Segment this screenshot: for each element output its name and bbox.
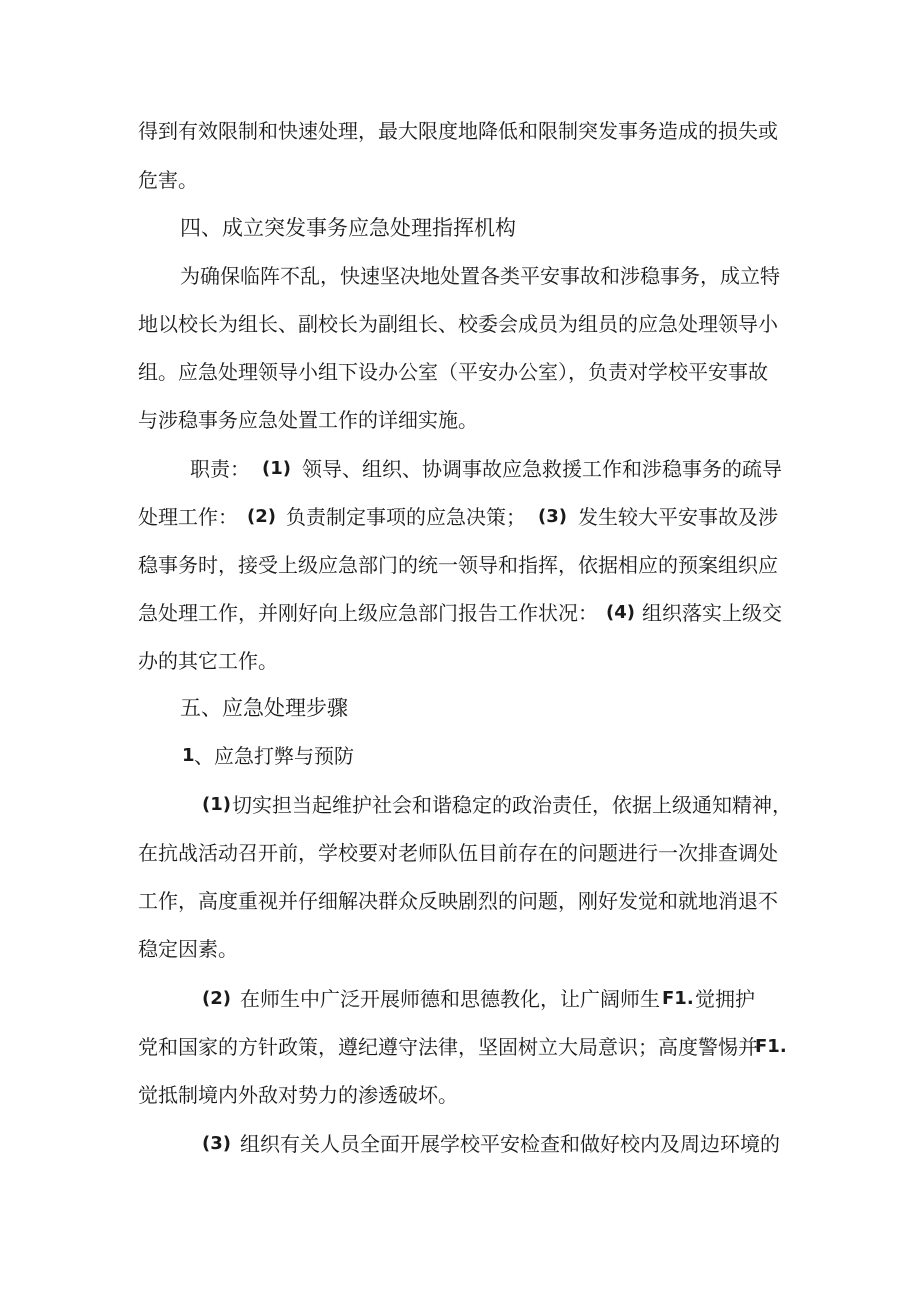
text-segment: 党和国家的方针政策，遵纪遵守法律，坚固树立大局意识；高度警惕并 [138, 1035, 758, 1059]
item-number: (4) [606, 602, 635, 623]
text-segment: 稳事务时，接受上级应急部门的统一领导和指挥，依据相应的预案组织应 [138, 553, 778, 577]
text-segment: 与涉稳事务应急处置工作的详细实施。 [138, 408, 478, 432]
text-segment: 危害。 [138, 168, 198, 192]
item-number: (2) [247, 506, 276, 527]
text-segment: 觉抵制境内外敌对势力的渗透破坏。 [138, 1083, 458, 1107]
text-segment: 在抗战活动召开前，学校要对老师队伍目前存在的问题进行一次排查调处 [138, 841, 778, 865]
text-segment: 办的其它工作。 [138, 649, 278, 673]
item-number: (1) [262, 458, 291, 479]
item-number: 1 [182, 745, 195, 766]
item-number: (1) [202, 794, 231, 815]
text-segment: 为确保临阵不乱，快速坚决地处置各类平安事故和涉稳事务，成立特 [180, 264, 780, 288]
item-number: (2) [202, 988, 231, 1009]
text-segment: 发生较大平安事故及涉 [578, 505, 778, 529]
text-segment: 觉拥护 [695, 987, 755, 1011]
text-segment: 组织有关人员全面开展学校平安检查和做好校内及周边环境的 [240, 1132, 780, 1156]
text-segment: 、应急打弊与预防 [194, 744, 354, 768]
heading-text: 五、应急处理步骤 [180, 696, 348, 720]
item-number: (3) [202, 1133, 231, 1154]
text-segment: 稳定因素。 [138, 937, 238, 961]
text-segment: 领导、组织、协调事故应急救援工作和涉稳事务的疏导 [302, 457, 782, 481]
text-segment: 组。应急处理领导小组下设办公室（平安办公室），负责对学校平安事故 [138, 360, 768, 384]
text-segment: 工作，高度重视并仔细解决群众反映剧烈的问题，刚好发觉和就地消退不 [138, 889, 778, 913]
heading-text: 四、成立突发事务应急处理指挥机构 [180, 216, 516, 240]
text-segment: 负责制定事项的应急决策； [286, 505, 526, 529]
item-number: (3) [538, 506, 567, 527]
text-segment: 组织落实上级交 [642, 601, 782, 625]
text-segment: 切实担当起维护社会和谐稳定的政治责任，依据上级通知精神， [232, 793, 792, 817]
marker-text: F1. [755, 1036, 787, 1057]
text-segment: 职责： [190, 457, 250, 481]
text-segment: 处理工作： [138, 505, 238, 529]
text-segment: 地以校长为组长、副校长为副组长、校委会成员为组员的应急处理领导小 [138, 312, 778, 336]
text-segment: 在师生中广泛开展师德和思德教化，让广阔师生 [240, 987, 660, 1011]
marker-text: F1. [662, 988, 694, 1009]
text-segment: 急处理工作，并刚好向上级应急部门报告工作状况： [138, 601, 598, 625]
text-segment: 得到有效限制和快速处理，最大限度地降低和限制突发事务造成的损失或 [138, 119, 778, 143]
